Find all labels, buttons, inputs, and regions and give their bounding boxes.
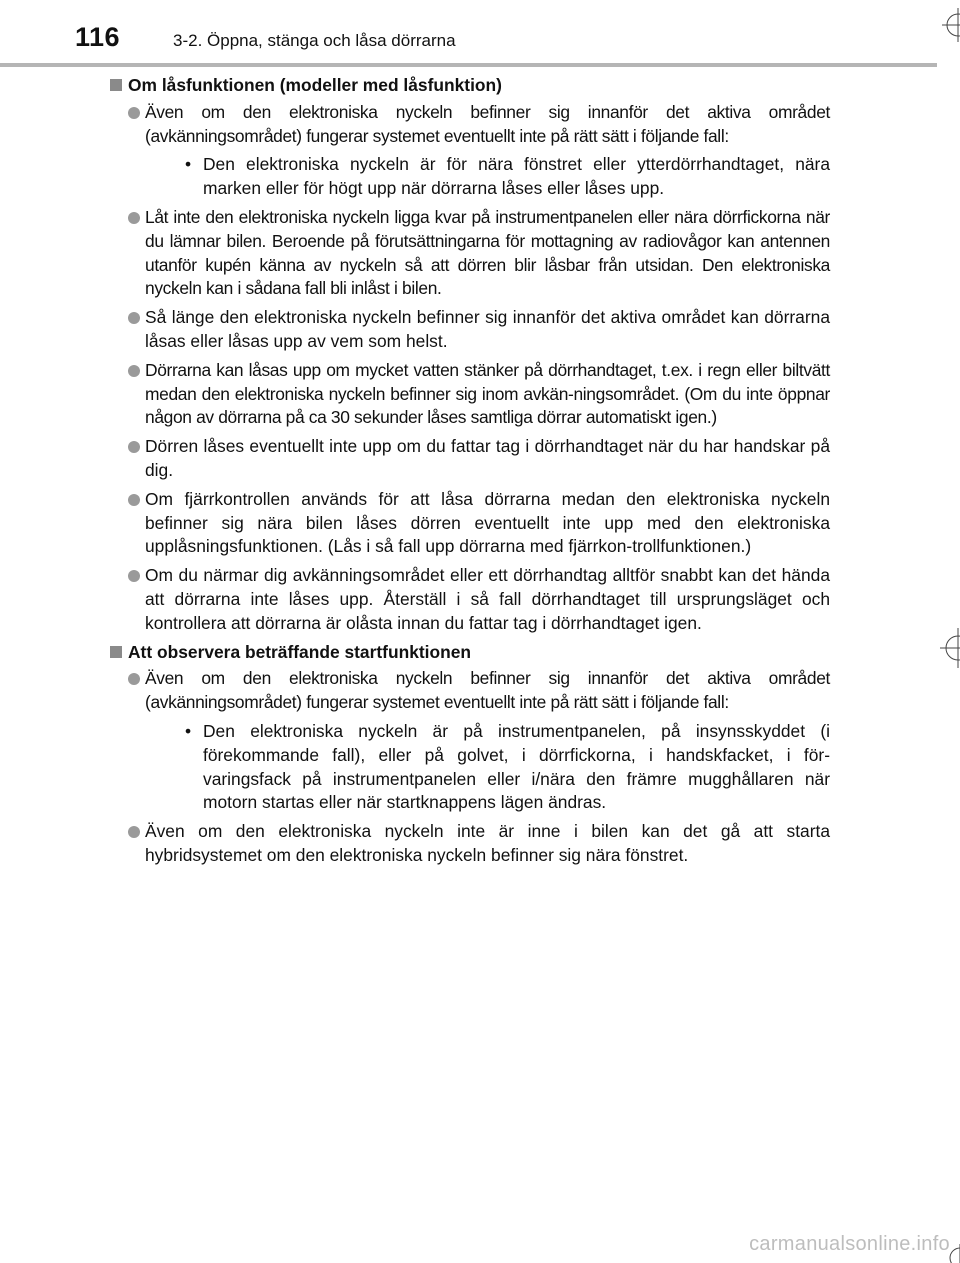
square-bullet-icon xyxy=(110,646,122,658)
sub-item-text: Den elektroniska nyckeln är på instrumentpanelen, på insynsskyddet (i förekommande fall), eller på golvet, i dörrfickorna, i handskfacket, i för-varingsfack på instrumentpanelen eller i/nära den främre mugghållaren när motorn startas eller när startknappens lägen ändras. xyxy=(203,720,830,813)
bullet-item xyxy=(110,359,830,430)
bullet-item xyxy=(110,488,830,559)
watermark: carmanualsonline.info xyxy=(749,1233,950,1255)
bullet-text: Om du närmar dig avkänningsområdet eller ett dörrhandtag alltför snabbt kan det hända att dörrarna inte låses upp. Återställ i så fall dörrhandtaget till ursprungsläget och kontrollera att dörrarna är olåsta innan du fattar tag i dörrhandtaget igen. xyxy=(145,565,830,633)
circle-bullet-icon xyxy=(128,312,140,324)
section-title: 3-2. Öppna, stänga och låsa dörrarna xyxy=(173,31,456,50)
section-heading xyxy=(110,74,830,98)
section-heading xyxy=(110,641,830,665)
section-heading-text: Om låsfunktionen (modeller med låsfunktion) xyxy=(128,75,502,95)
dot-marker-icon: • xyxy=(185,720,192,741)
bullet-item xyxy=(110,306,830,354)
header-rule xyxy=(0,63,937,67)
sub-item xyxy=(145,720,830,815)
page-number: 116 xyxy=(75,22,121,52)
section-heading-text: Att observera beträffande startfunktionen xyxy=(128,641,472,662)
dot-marker-icon: • xyxy=(185,154,192,175)
circle-bullet-icon xyxy=(128,494,140,506)
bullet-item xyxy=(110,667,830,815)
circle-bullet-icon xyxy=(128,826,140,838)
bullet-item xyxy=(110,101,830,201)
bullet-text: Låt inte den elektroniska nyckeln ligga kvar på instrumentpanelen eller nära dörrfickorna när du lämnar bilen. Beroende på förutsättningarna för mottagning av radiovågor kan antennen utanför kupén känna av nyckeln så att dörren blir låsbar från utsidan. Den elektroniska nyckeln kan i sådana fall bli inlåst i bilen. xyxy=(145,206,830,299)
circle-bullet-icon xyxy=(128,673,140,685)
bullet-item xyxy=(110,435,830,483)
bullet-text: Dörren låses eventuellt inte upp om du fattar tag i dörrhandtaget när du har handskar på dig. xyxy=(145,436,830,480)
bullet-text: Även om den elektroniska nyckeln befinner sig innanför det aktiva området (avkänningsområdet) fungerar systemet eventuellt inte på rätt sätt i följande fall: xyxy=(145,668,830,713)
bullet-text: Även om den elektroniska nyckeln befinner sig innanför det aktiva området (avkänningsområdet) fungerar systemet eventuellt inte på rätt sätt i följande fall: xyxy=(145,101,830,146)
bullet-text: Om fjärrkontrollen används för att låsa dörrarna medan den elektroniska nyckeln befinner sig nära bilen låses dörren eventuellt inte upp med den elektroniska upplåsningsfunktionen. (Lås i så fall upp dörrarna med fjärrkon-trollfunktionen.) xyxy=(145,488,830,557)
bullet-item xyxy=(110,820,830,868)
sub-item xyxy=(145,153,830,201)
page-content xyxy=(110,74,830,873)
circle-bullet-icon xyxy=(128,441,140,453)
sub-item-text: Den elektroniska nyckeln är för nära fönstret eller ytterdörrhandtaget, nära marken eller för högt upp när dörrarna låses eller låses upp. xyxy=(203,154,830,199)
crop-mark-middle-right-icon xyxy=(936,628,960,668)
bullet-item xyxy=(110,206,830,301)
bullet-text: Dörrarna kan låsas upp om mycket vatten stänker på dörrhandtaget, t.ex. i regn eller biltvätt medan den elektroniska nyckeln befinner sig inom avkän-ningsområdet. (Om du inte öppnar någon av dörrarna på ca 30 sekunder låses samtliga dörrar automatiskt igen.) xyxy=(145,359,830,428)
square-bullet-icon xyxy=(110,79,122,91)
bullet-text: Så länge den elektroniska nyckeln befinner sig innanför det aktiva området kan dörrarna låsas eller låsas upp av vem som helst. xyxy=(145,307,830,351)
bullet-item xyxy=(110,564,830,635)
circle-bullet-icon xyxy=(128,365,140,377)
circle-bullet-icon xyxy=(128,107,140,119)
circle-bullet-icon xyxy=(128,570,140,582)
bullet-text: Även om den elektroniska nyckeln inte är inne i bilen kan det gå att starta hybridsystemet om den elektroniska nyckeln befinner sig nära fönstret. xyxy=(145,821,830,865)
circle-bullet-icon xyxy=(128,212,140,224)
crop-mark-top-right-icon xyxy=(938,8,960,42)
